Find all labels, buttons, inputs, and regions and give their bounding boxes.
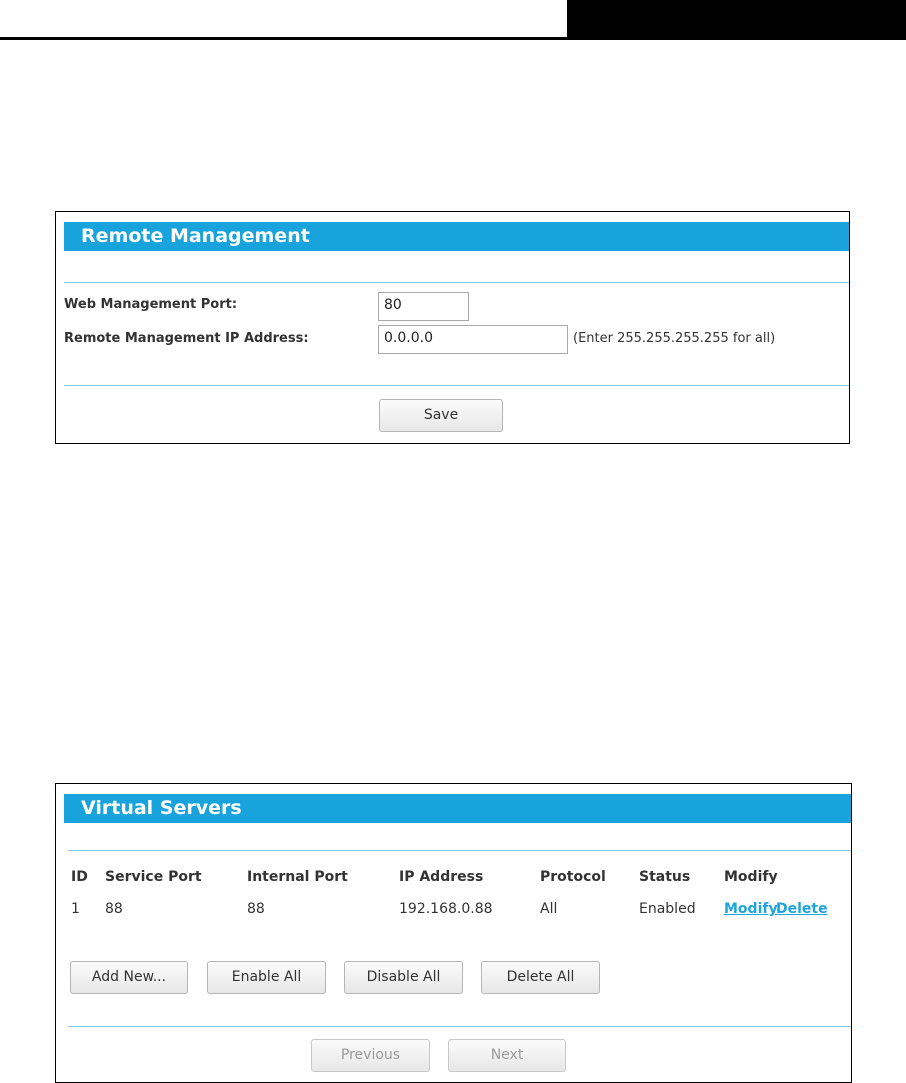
add-new-button[interactable]: Add New... bbox=[70, 961, 188, 994]
row-protocol: All bbox=[540, 901, 558, 917]
divider bbox=[68, 850, 851, 851]
row-internal-port: 88 bbox=[247, 901, 265, 917]
disable-all-button[interactable]: Disable All bbox=[344, 961, 463, 994]
previous-button[interactable]: Previous bbox=[311, 1039, 430, 1072]
ip-address-input[interactable]: 0.0.0.0 bbox=[378, 325, 568, 354]
save-button[interactable]: Save bbox=[379, 399, 503, 432]
divider bbox=[68, 1026, 851, 1027]
col-header-modify: Modify bbox=[724, 869, 778, 885]
virtual-servers-panel bbox=[55, 783, 852, 1083]
row-ip-address: 192.168.0.88 bbox=[399, 901, 493, 917]
enable-all-button[interactable]: Enable All bbox=[207, 961, 326, 994]
virtual-servers-title: Virtual Servers bbox=[64, 794, 851, 823]
modify-link[interactable]: Modify bbox=[724, 901, 778, 917]
col-header-protocol: Protocol bbox=[540, 869, 606, 885]
delete-link[interactable]: Delete bbox=[776, 901, 828, 917]
remote-management-title: Remote Management bbox=[64, 222, 849, 251]
page-header-rule bbox=[0, 37, 906, 40]
divider bbox=[64, 282, 849, 283]
col-header-service-port: Service Port bbox=[105, 869, 202, 885]
col-header-id: ID bbox=[71, 869, 88, 885]
page-header-block bbox=[567, 0, 906, 38]
web-port-label: Web Management Port: bbox=[64, 297, 238, 312]
col-header-ip-address: IP Address bbox=[399, 869, 484, 885]
col-header-status: Status bbox=[639, 869, 691, 885]
divider bbox=[64, 385, 849, 386]
next-button[interactable]: Next bbox=[448, 1039, 566, 1072]
delete-all-button[interactable]: Delete All bbox=[481, 961, 600, 994]
web-port-input[interactable]: 80 bbox=[378, 292, 469, 321]
ip-address-label: Remote Management IP Address: bbox=[64, 331, 309, 346]
row-service-port: 88 bbox=[105, 901, 123, 917]
remote-management-panel bbox=[55, 211, 850, 444]
row-status: Enabled bbox=[639, 901, 696, 917]
row-id: 1 bbox=[71, 901, 80, 917]
ip-address-hint: (Enter 255.255.255.255 for all) bbox=[573, 331, 776, 346]
col-header-internal-port: Internal Port bbox=[247, 869, 348, 885]
